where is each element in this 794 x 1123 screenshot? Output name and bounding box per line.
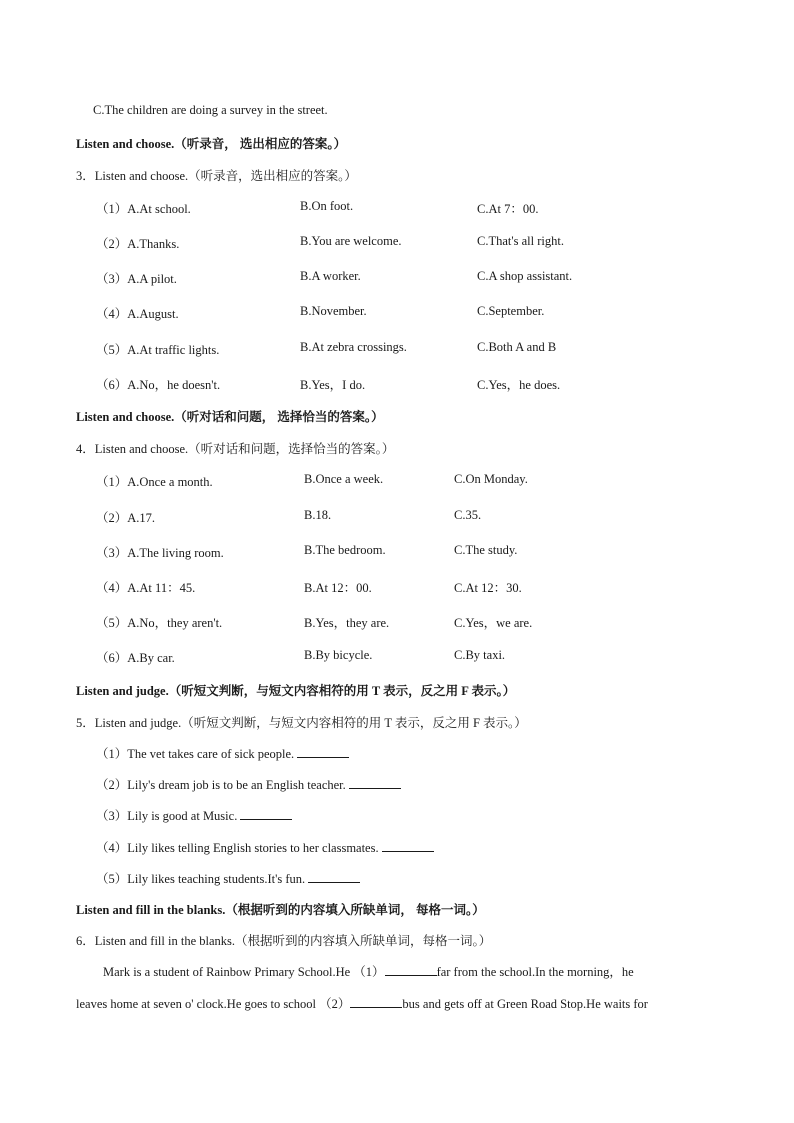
- q4-1-option-c: C.On Monday.: [454, 472, 528, 486]
- question-4-title: 4．Listen and choose.（听对话和问题，选择恰当的答案。）: [76, 442, 395, 456]
- passage-line-2: leaves home at seven o' clock.He goes to school （2） bus and gets off at Green Road Stop.He waits for: [76, 997, 648, 1011]
- q4-6-option-b: B.By bicycle.: [304, 648, 373, 662]
- carryover-option: C.The children are doing a survey in the street.: [93, 103, 328, 117]
- q4-3-option-c: C.The study.: [454, 543, 518, 557]
- q3-6-option-c: C.Yes，he does.: [477, 378, 561, 392]
- q3-1-option-c: C.At 7：00.: [477, 202, 539, 216]
- q4-5-option-b: B.Yes，they are.: [304, 616, 390, 630]
- section-heading-fill-blanks: Listen and fill in the blanks.（根据听到的内容填入所缺单词， 每格一词。）: [76, 903, 485, 917]
- answer-blank[interactable]: [297, 746, 349, 758]
- q4-3-option-a: （3）A.The living room.: [96, 546, 224, 560]
- q3-5-option-a: （5）A.At traffic lights.: [96, 343, 220, 357]
- q4-4-option-a: （4）A.At 11：45.: [96, 581, 196, 595]
- q5-statement-3: （3）Lily is good at Music.: [96, 806, 292, 824]
- q4-1-option-a: （1）A.Once a month.: [96, 475, 213, 489]
- q3-6-option-b: B.Yes，I do.: [300, 378, 366, 392]
- q3-3-option-b: B.A worker.: [300, 269, 361, 283]
- q3-4-option-c: C.September.: [477, 304, 545, 318]
- q4-6-option-c: C.By taxi.: [454, 648, 506, 662]
- q4-2-option-b: B.18.: [304, 508, 332, 522]
- q4-5-option-a: （5）A.No，they aren't.: [96, 616, 223, 630]
- question-5-title: 5．Listen and judge.（听短文判断，与短文内容相符的用 T 表示，反之用 F 表示。）: [76, 716, 527, 730]
- section-heading-listen-judge: Listen and judge.（听短文判断，与短文内容相符的用 T 表示，反之用 F 表示。）: [76, 684, 516, 698]
- q4-5-option-c: C.Yes，we are.: [454, 616, 533, 630]
- q3-2-option-a: （2）A.Thanks.: [96, 237, 180, 251]
- q3-4-option-a: （4）A.August.: [96, 307, 179, 321]
- answer-blank[interactable]: [240, 808, 292, 820]
- answer-blank[interactable]: [382, 840, 434, 852]
- q3-1-option-a: （1）A.At school.: [96, 202, 191, 216]
- q4-4-option-c: C.At 12：30.: [454, 581, 522, 595]
- answer-blank[interactable]: [349, 777, 401, 789]
- q4-2-option-c: C.35.: [454, 508, 482, 522]
- question-6-title: 6．Listen and fill in the blanks.（根据听到的内容填入所缺单词，每格一词。）: [76, 934, 492, 948]
- q3-3-option-c: C.A shop assistant.: [477, 269, 573, 283]
- q5-statement-4: （4）Lily likes telling English stories to her classmates.: [96, 838, 434, 856]
- q3-4-option-b: B.November.: [300, 304, 367, 318]
- q3-5-option-b: B.At zebra crossings.: [300, 340, 407, 354]
- answer-blank[interactable]: [308, 871, 360, 883]
- q3-2-option-b: B.You are welcome.: [300, 234, 402, 248]
- q5-statement-1: （1）The vet takes care of sick people.: [96, 744, 349, 762]
- q3-1-option-b: B.On foot.: [300, 199, 354, 213]
- passage-blank-1[interactable]: [385, 964, 437, 976]
- q4-4-option-b: B.At 12：00.: [304, 581, 372, 595]
- passage-line-1: Mark is a student of Rainbow Primary School.He （1） far from the school.In the morning，he: [103, 965, 634, 979]
- q3-5-option-c: C.Both A and B: [477, 340, 557, 354]
- q4-2-option-a: （2）A.17.: [96, 511, 156, 525]
- q4-3-option-b: B.The bedroom.: [304, 543, 386, 557]
- q5-statement-5: （5）Lily likes teaching students.It's fun.: [96, 869, 360, 887]
- q3-2-option-c: C.That's all right.: [477, 234, 564, 248]
- passage-blank-2[interactable]: [350, 996, 402, 1008]
- section-heading-listen-choose-1: Listen and choose.（听录音， 选出相应的答案。）: [76, 137, 347, 151]
- q3-6-option-a: （6）A.No，he doesn't.: [96, 378, 221, 392]
- q4-6-option-a: （6）A.By car.: [96, 651, 175, 665]
- question-3-title: 3．Listen and choose.（听录音，选出相应的答案。）: [76, 169, 357, 183]
- q3-3-option-a: （3）A.A pilot.: [96, 272, 177, 286]
- q5-statement-2: （2）Lily's dream job is to be an English teacher.: [96, 775, 401, 793]
- section-heading-listen-choose-2: Listen and choose.（听对话和问题， 选择恰当的答案。）: [76, 410, 384, 424]
- q4-1-option-b: B.Once a week.: [304, 472, 384, 486]
